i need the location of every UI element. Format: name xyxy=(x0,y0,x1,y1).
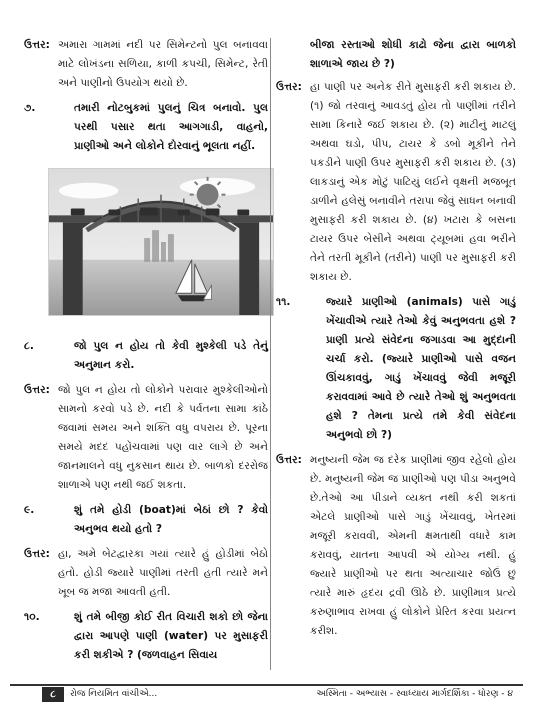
question-11 xyxy=(276,293,516,445)
question-number: ૭. xyxy=(24,102,36,114)
question-10-continued: બીજા રસ્તાઓ શોધી કાઢો જેના દ્વારા બાળકો શાળાએ જાય છે ?) xyxy=(310,39,516,70)
question-number: ૮. xyxy=(24,340,34,352)
question-text: શું તમે હોડી (boat)માં બેઠાં છો ? કેવો અનુભવ થયો હતો ? xyxy=(74,504,268,535)
answer-label: ઉત્તર: xyxy=(24,39,50,51)
answer-text: મનુષ્યની જેમ જ દરેક પ્રાણીમાં જીવ રહેલો હોય છે. મનુષ્યની જેમ જ પ્રાણીઓ પણ પીડા અનુભવે છે.તેઓ આ પીડાને વ્યક્ત નથી કરી શકતાં એટલે પ્રાણીઓ પાસે ગાડું ખેંચાવવું, ખેતરમાં મજૂરી કરાવવી, એમની ક્ષમતાથી વધારે કામ કરાવવું, યાતના આપવી એ યોગ્ય નથી. હું જ્યારે પ્રાણીઓ પર થતા અત્યાચાર જોઉં છું ત્યારે મારું હૃદય દ્રવી ઊઠે છે. પ્રાણીમાત્ર પ્રત્યે કરુણાભાવ રાખવા હું લોકોને પ્રેરિત કરવા પ્રયત્ન કરીશ. xyxy=(310,454,516,637)
footer-right-text: અસ્મિતા - અભ્યાસ - સ્વાધ્યાય માર્ગદર્શિકા - ધોરણ - ૪ xyxy=(316,689,513,699)
answer-6 xyxy=(24,36,268,93)
left-column xyxy=(24,36,268,671)
question-9 xyxy=(24,501,268,539)
question-number: ૧૦. xyxy=(24,611,40,623)
question-number: ૧૧. xyxy=(276,296,291,308)
answer-text: જો પુલ ન હોય તો લોકોને પરાવાર મુશ્કેલીઓનો સામનો કરવો પડે છે. નદી કે પર્વતના સામા કાંઠે જવામાં સમય અને શક્તિ વધુ વપરાય છે. પૂરના સમયે મદદ પહોંચવામાં પણ વાર લાગે છે અને જાનમાલને વધુ નુકસાન થાય છે. બાળકો દરરોજ શાળાએ પણ નથી જઈ શકતા. xyxy=(58,384,268,491)
answer-text: હા, અમે બેટદ્વારકા ગયાં ત્યારે હું હોડીમાં બેઠો હતો. હોડી જ્યારે પાણીમાં તરતી હતી ત્યારે મને ખૂબ જ મજા આવતી હતી. xyxy=(58,548,268,598)
answer-text: અમારા ગામમાં નદી પર સિમેન્ટનો પુલ બનાવવા માટે લોખંડના સળિયા, કાળી કપચી, સિમેન્ટ, રેતી અને પાણીનો ઉપયોગ થયો છે. xyxy=(58,39,268,89)
column-divider xyxy=(270,38,271,670)
answer-8 xyxy=(24,381,268,495)
question-text: તમારી નોટબુકમાં પુલનું ચિત્ર બનાવો. પુલ પરથી પસાર થતા આગગાડી, વાહનો, પ્રાણીઓ અને લોકોને દોરવાનું ભૂલતા નહીં. xyxy=(74,102,268,152)
right-column xyxy=(276,36,516,647)
question-text: જ્યારે પ્રાણીઓ (animals) પાસે ગાડું ખેંચાવીએ ત્યારે તેઓ કેવું અનુભવતા હશે ? પ્રાણી પ્રત્યે સંવેદના જગાડવા આ મુદ્દાની ચર્ચા કરો. (જ્યારે પ્રાણીઓ પાસે વજન ઊંચકાવવું, ગાડું ખેંચાવવું જેવી મજૂરી કરાવવામાં આવે છે ત્યારે તેઓ શું અનુભવતા હશે ? તેમના પ્રત્યે તમે કેવી સંવેદના અનુભવો છો ?) xyxy=(326,296,516,441)
answer-10 xyxy=(276,78,516,287)
answer-label: ઉત્તર: xyxy=(276,81,302,93)
page-footer xyxy=(0,684,533,703)
question-number: ૯. xyxy=(24,504,35,516)
page-number: ૮ xyxy=(42,687,64,702)
answer-11 xyxy=(276,451,516,641)
answer-label: ઉત્તર: xyxy=(24,548,50,560)
footer-left-text: રોજ નિયમિત વાંચીએ... xyxy=(70,689,158,699)
answer-text: હા પાણી પર અનેક રીતે મુસાફરી કરી શકાય છે. (૧) જો તરવાનું આવડતું હોય તો પાણીમાં તરીને સામા કિનારે જઈ શકાય છે. (૨) માટીનું માટલું અથવા ઘડો, પીપ, ટાયર કે ડબો મૂકીને તેને પકડીને પાણી ઉપર મુસાફરી કરી શકાય છે. (૩) લાકડાનું એક મોટું પાટિયું લઈને વૃક્ષની મજબૂત ડાળીને હલેસું બનાવીને તરાપા જેવું સાધન બનાવી મુસાફરી કરી શકાય છે. (૪) ખટારા કે બસના ટાયર ઉપર બેસીને અથવા ટ્યૂબમાં હવા ભરીને તેને તરતી મૂકીને (તરીને) પાણી પર મુસાફરી કરી શકાય છે. xyxy=(310,81,516,283)
bridge-illustration xyxy=(48,168,274,316)
question-8 xyxy=(24,337,268,375)
answer-label: ઉત્તર: xyxy=(24,384,50,396)
question-7 xyxy=(24,99,268,156)
question-text: શું તમે બીજી કોઈ રીત વિચારી શકો છો જેના દ્વારા આપણે પાણી (water) પર મુસાફરી કરી શકીએ ? (જળવાહન સિવાય xyxy=(74,611,268,661)
question-10 xyxy=(24,608,268,665)
question-text: જો પુલ ન હોય તો કેવી મુશ્કેલી પડે તેનું અનુમાન કરો. xyxy=(74,340,268,371)
answer-9 xyxy=(24,545,268,602)
answer-label: ઉત્તર: xyxy=(276,454,302,466)
